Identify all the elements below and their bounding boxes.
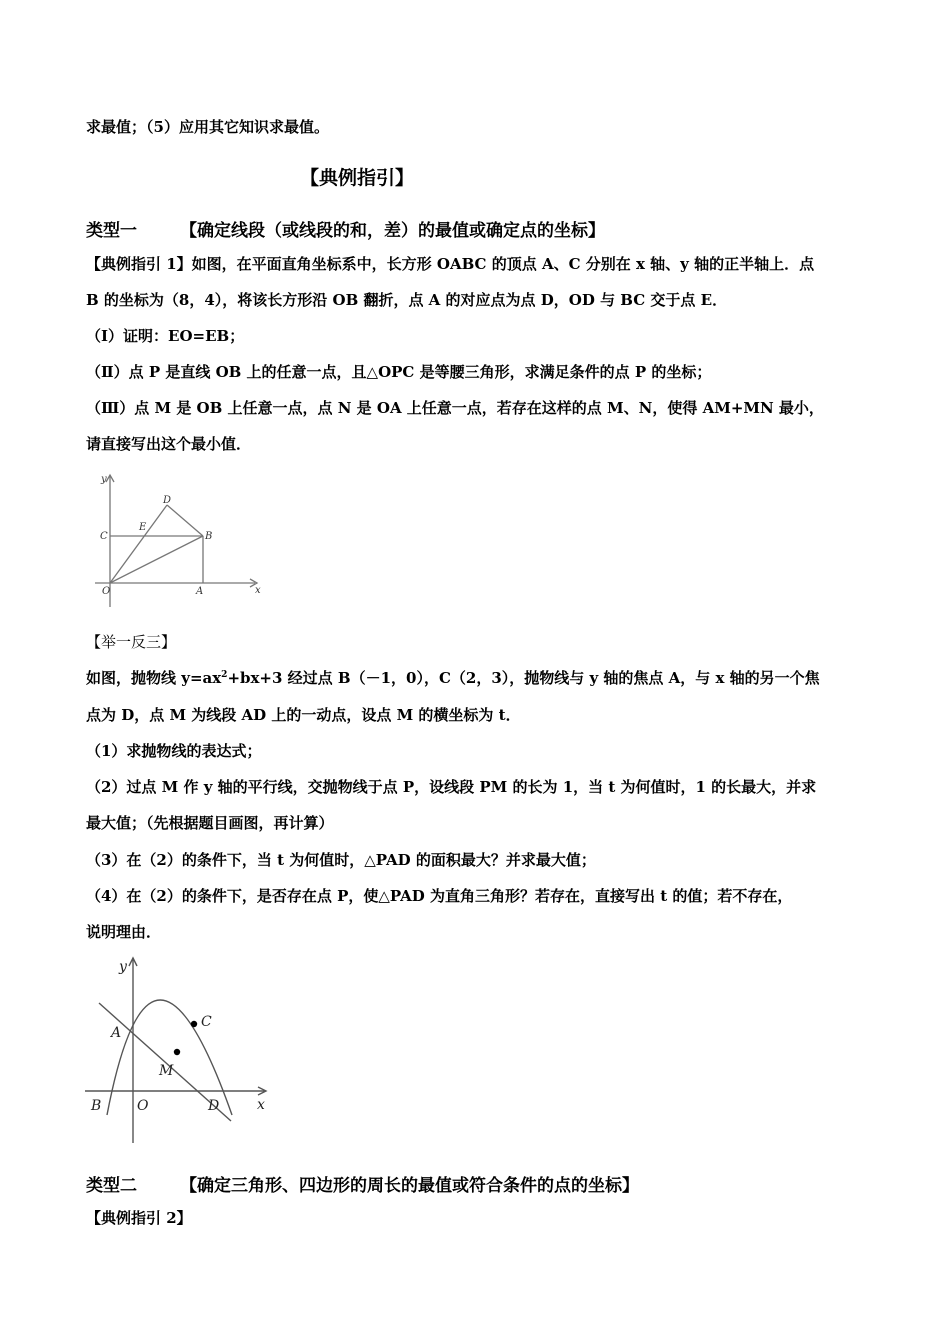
- figure-parabola: [85, 955, 275, 1145]
- example1-line1: [86, 254, 814, 274]
- label-x: x: [255, 585, 261, 596]
- figure-rectangle-fold: [95, 470, 265, 610]
- label-c: C: [100, 531, 108, 542]
- label-e: E: [139, 522, 147, 533]
- section-title: 【典例指引】: [300, 167, 415, 189]
- practice-line1-post: +bx+3 经过点 B（－1，0），C（2，3），抛物线与 y 轴的焦点 A，与 x 轴的另一个焦: [227, 669, 820, 687]
- practice-p1: （1）求抛物线的表达式；: [86, 742, 262, 760]
- example1-text: 如图，在平面直角坐标系中，长方形 OABC 的顶点 A、C 分别在 x 轴、y 轴的正半轴上．点: [191, 255, 815, 273]
- practice-line2: 点为 D，点 M 为线段 AD 上的一动点，设点 M 的横坐标为 t．: [86, 706, 521, 724]
- practice-line1-sup: 2: [221, 670, 228, 680]
- point-c: [191, 1021, 197, 1027]
- type2-title: 【确定三角形、四边形的周长的最值或符合条件的点的坐标】: [180, 1176, 639, 1196]
- practice-line1-pre: 如图，抛物线 y=ax: [86, 669, 222, 687]
- label-d: D: [208, 1098, 220, 1114]
- example1-q3a: （Ⅲ）点 M 是 OB 上任意一点，点 N 是 OA 上任意一点，若存在这样的点 M、N，使得 AM+MN 最小，: [86, 399, 824, 417]
- segment-ob: [110, 536, 203, 583]
- example1-q3b: 请直接写出这个最小值．: [86, 435, 252, 453]
- segment-od: [110, 505, 167, 583]
- label-c: C: [201, 1014, 212, 1030]
- example1-q2: （Ⅱ）点 P 是直线 OB 上的任意一点，且△OPC 是等腰三角形，求满足条件的点 P 的坐标；: [86, 363, 712, 381]
- label-x: x: [257, 1097, 265, 1113]
- label-m: M: [159, 1063, 174, 1079]
- label-b: B: [205, 531, 213, 542]
- label-a: A: [111, 1025, 122, 1041]
- label-b: B: [91, 1098, 102, 1114]
- label-d: D: [163, 495, 172, 506]
- type1-title: 【确定线段（或线段的和，差）的最值或确定点的坐标】: [180, 221, 605, 241]
- label-o: O: [137, 1098, 149, 1114]
- label-y: y: [119, 959, 127, 975]
- practice-p4b: 说明理由．: [86, 923, 162, 941]
- practice-p3: （3）在（2）的条件下，当 t 为何值时，△PAD 的面积最大？并求最大值；: [86, 851, 596, 869]
- practice-line1: [86, 668, 820, 688]
- point-m: [174, 1049, 180, 1055]
- practice-p2b: 最大值；（先根据题目画图，再计算）: [86, 814, 334, 832]
- type2-label: 类型二: [86, 1176, 137, 1196]
- example1-line2: B 的坐标为（8，4），将该长方形沿 OB 翻折，点 A 的对应点为点 D，OD 与 BC 交于点 E．: [86, 291, 728, 309]
- example1-q1: （I）证明：EO=EB；: [86, 327, 245, 345]
- label-y: y: [101, 474, 107, 485]
- practice-tag: 【举一反三】: [86, 633, 177, 651]
- type1-label: 类型一: [86, 221, 137, 241]
- label-o: O: [102, 586, 111, 597]
- intro-line: 求最值；（5）应用其它知识求最值。: [86, 118, 329, 136]
- label-a: A: [196, 586, 204, 597]
- segment-db: [167, 505, 203, 536]
- example2-tag: 【典例指引 2】: [86, 1209, 192, 1227]
- practice-p4a: （4）在（2）的条件下，是否存在点 P，使△PAD 为直角三角形？若存在，直接写出 t 的值；若不存在，: [86, 887, 793, 905]
- practice-p2a: （2）过点 M 作 y 轴的平行线，交抛物线于点 P，设线段 PM 的长为 1，当 t 为何值时，1 的长最大，并求: [86, 778, 817, 796]
- example1-tag: 【典例指引 1】: [86, 255, 192, 273]
